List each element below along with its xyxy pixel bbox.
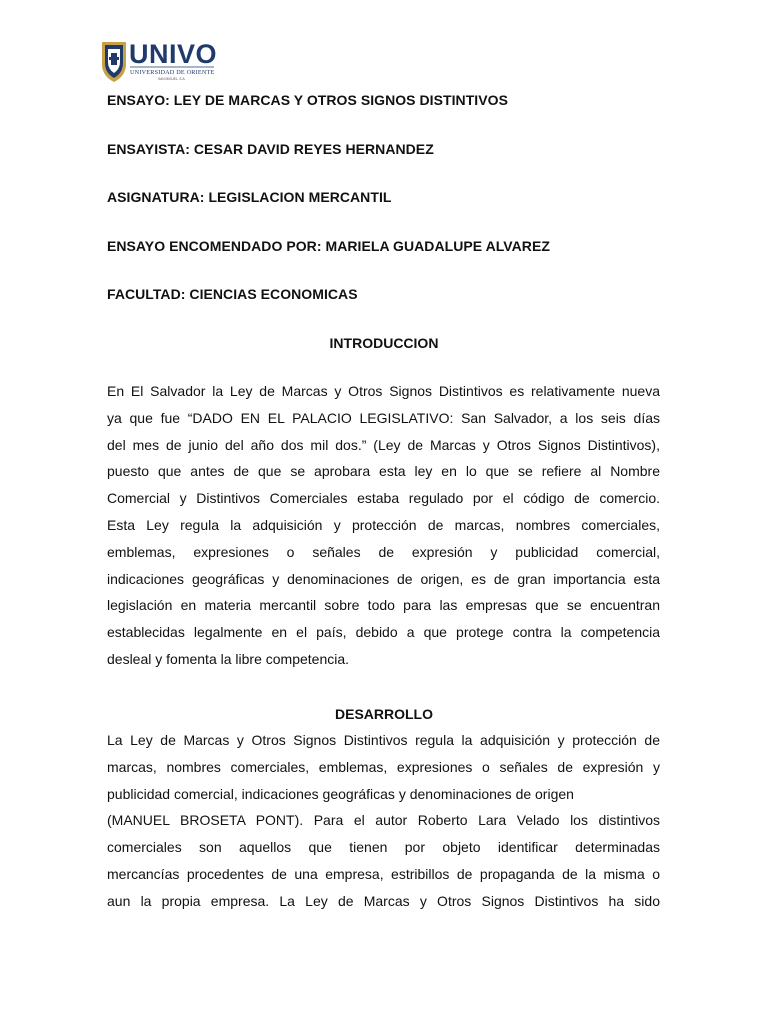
development-heading [0,705,768,723]
introduction-heading [0,334,768,352]
paragraph-line: En El Salvador la Ley de Marcas y Otros Signos Distintivos es relativamente nueva [107,383,660,399]
introduction-heading-text: INTRODUCCION [329,335,439,351]
paragraph-line: del mes de junio del año dos mil dos.” (Ley de Marcas y Otros Signos Distintivos), [107,436,660,453]
logo-tagline: SAN MIGUEL, S.A. [158,77,186,81]
paragraph-line: establecidas legalmente en el país, debido a que protege contra la competencia [107,624,660,641]
development-paragraph [107,727,660,915]
logo-subtitle: UNIVERSIDAD DE ORIENTE [130,69,215,76]
paragraph-line: marcas, nombres comerciales, emblemas, expresiones o señales de expresión y [107,758,660,775]
paragraph-line: desleal y fomenta la libre competencia. [107,650,350,667]
paragraph-line: legislación en materia mercantil sobre todo para las empresas que se encuentran [107,597,660,614]
paragraph-line: Comercial y Distintivos Comerciales estaba regulado por el código de comercio. [107,490,660,507]
paragraph-line: indicaciones geográficas y denominaciones de origen, es de gran importancia esta [107,570,660,587]
faculty-line: FACULTAD: CIENCIAS ECONOMICAS [107,286,358,302]
essay-title: ENSAYO: LEY DE MARCAS Y OTROS SIGNOS DISTINTIVOS [107,92,508,108]
assigned-by-line: ENSAYO ENCOMENDADO POR: MARIELA GUADALUPE ALVAREZ [107,238,550,254]
essayist-line: ENSAYISTA: CESAR DAVID REYES HERNANDEZ [107,141,434,157]
introduction-paragraph [107,378,660,673]
development-heading-text: DESARROLLO [335,706,433,722]
subject-line: ASIGNATURA: LEGISLACION MERCANTIL [107,189,392,205]
paragraph-line: (MANUEL BROSETA PONT). Para el autor Roberto Lara Velado los distintivos [107,812,660,829]
univo-logo-graphic [100,38,218,84]
paragraph-line: comerciales son aquellos que tienen por objeto identificar determinadas [107,839,660,856]
paragraph-line: La Ley de Marcas y Otros Signos Distintivos regula la adquisición y protección de [107,732,660,748]
univo-logo [100,38,218,84]
paragraph-line: Esta Ley regula la adquisición y protección de marcas, nombres comerciales, [107,516,660,533]
logo-wordmark: UNIVO [129,39,218,69]
paragraph-line: aun la propia empresa. La Ley de Marcas y Otros Signos Distintivos ha sido [107,892,660,909]
paragraph-line: ya que fue “DADO EN EL PALACIO LEGISLATIVO: San Salvador, a los seis días [107,409,660,426]
paragraph-line: emblemas, expresiones o señales de expresión y publicidad comercial, [107,543,660,560]
paragraph-line: mercancías procedentes de una empresa, estribillos de propaganda de la misma o [107,865,660,882]
paragraph-line: publicidad comercial, indicaciones geográficas y denominaciones de origen [107,785,574,802]
paragraph-line: puesto que antes de que se aprobara esta ley en lo que se refiere al Nombre [107,463,660,480]
